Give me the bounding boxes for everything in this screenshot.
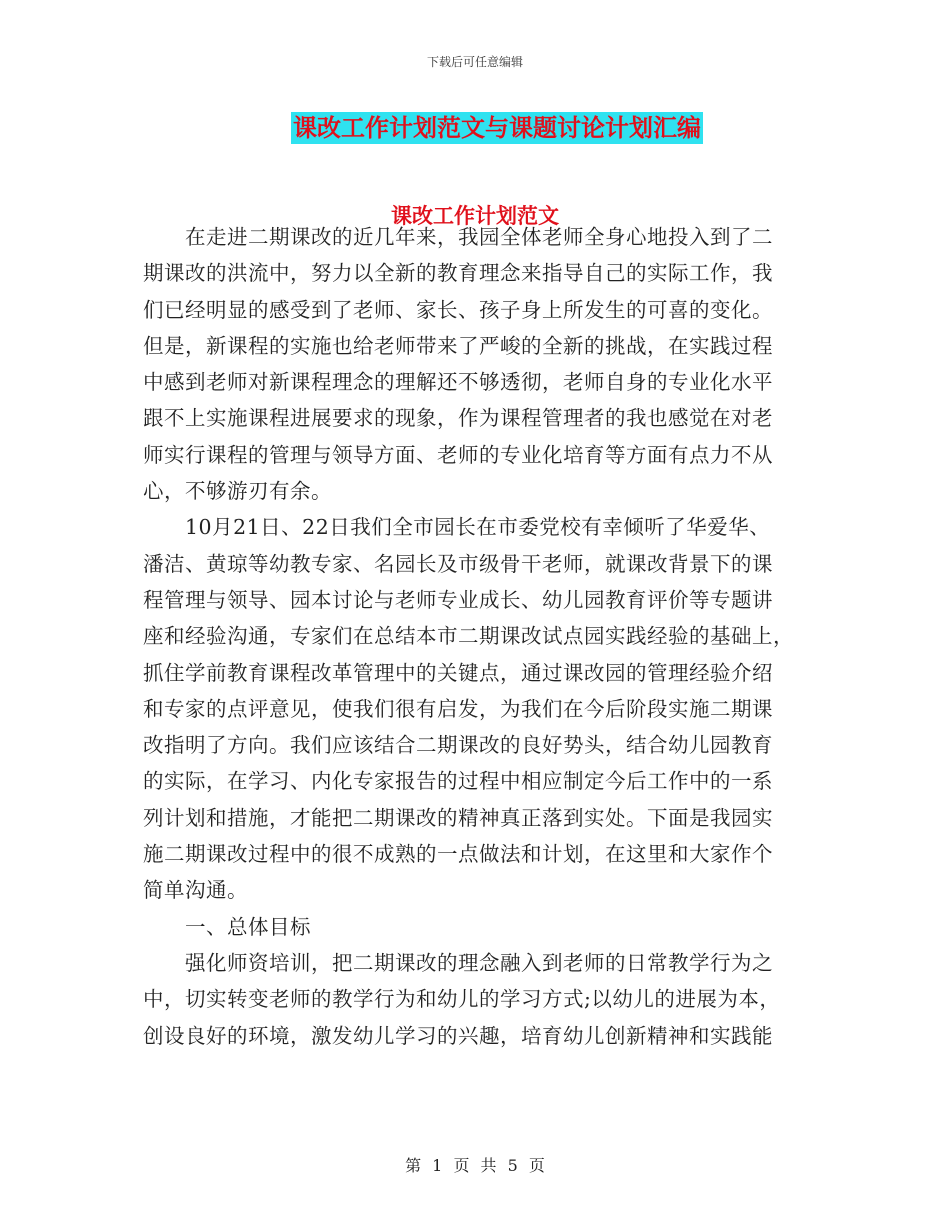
paragraph-line: 中，切实转变老师的教学行为和幼儿的学习方式;以幼儿的进展为本，: [143, 987, 781, 1012]
paragraph-line: 心，不够游刃有余。: [143, 479, 332, 504]
paragraph-line: 简单沟通。: [143, 878, 248, 903]
page-footer: 第 1 页 共 5 页: [405, 1156, 545, 1175]
paragraph-line: 改指明了方向。我们应该结合二期课改的良好势头，结合幼儿园教育: [143, 733, 773, 758]
document-title-wrap: [0, 112, 950, 144]
paragraph-line: 师实行课程的管理与领导方面、老师的专业化培育等方面有点力不从: [143, 442, 773, 467]
document-body: [143, 219, 803, 1054]
paragraph-line: 中感到老师对新课程理念的理解还不够透彻，老师自身的专业化水平: [143, 370, 773, 395]
section-title: 课改工作计划范文: [391, 204, 559, 228]
section-heading: 一、总体目标: [185, 914, 311, 939]
paragraph-line: 列计划和措施，才能把二期课改的精神真正落到实处。下面是我园实: [143, 805, 773, 830]
paragraph-line: 和专家的点评意见，使我们很有启发，为我们在今后阶段实施二期课: [143, 696, 773, 721]
paragraph-line: 座和经验沟通，专家们在总结本市二期课改试点园实践经验的基础上，: [143, 624, 794, 649]
paragraph-line: 创设良好的环境，激发幼儿学习的兴趣，培育幼儿创新精神和实践能: [143, 1023, 773, 1048]
paragraph-line: 施二期课改过程中的很不成熟的一点做法和计划，在这里和大家作个: [143, 842, 773, 867]
paragraph-line: 在走进二期课改的近几年来，我园全体老师全身心地投入到了二: [185, 225, 773, 249]
paragraph-line: 10月21日、22日我们全市园长在市委党校有幸倾听了华爱华、: [185, 515, 771, 540]
paragraph-line: 期课改的洪流中，努力以全新的教育理念来指导自己的实际工作，我: [143, 261, 773, 286]
paragraph-line: 但是，新课程的实施也给老师带来了严峻的全新的挑战，在实践过程: [143, 333, 773, 358]
header-note: 下载后可任意编辑: [426, 55, 523, 69]
paragraph-line: 跟不上实施课程进展要求的现象，作为课程管理者的我也感觉在对老: [143, 406, 773, 431]
paragraph-line: 抓住学前教育课程改革管理中的关键点，通过课改园的管理经验介绍: [143, 660, 773, 685]
paragraph-line: 们已经明显的感受到了老师、家长、孩子身上所发生的可喜的变化。: [143, 297, 773, 322]
paragraph-line: 的实际，在学习、内化专家报告的过程中相应制定今后工作中的一系: [143, 769, 773, 794]
document-title: 课改工作计划范文与课题讨论计划汇编: [293, 114, 701, 142]
paragraph-line: 潘洁、黄琼等幼教专家、名园长及市级骨干老师，就课改背景下的课: [143, 551, 773, 576]
paragraph-line: 强化师资培训，把二期课改的理念融入到老师的日常教学行为之: [185, 950, 773, 975]
paragraph-line: 程管理与领导、园本讨论与老师专业成长、幼儿园教育评价等专题讲: [143, 587, 773, 612]
